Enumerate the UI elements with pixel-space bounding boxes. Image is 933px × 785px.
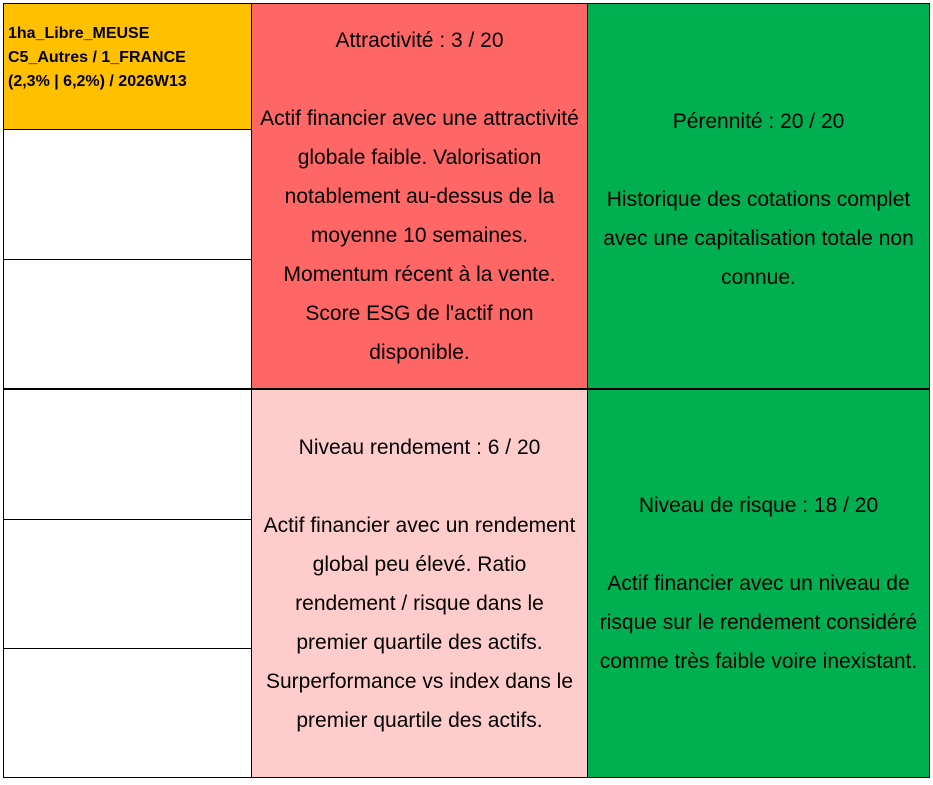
perennite-cell[interactable] — [587, 3, 930, 389]
blank-cell[interactable] — [3, 259, 252, 389]
rendement-title: Niveau rendement : 6 / 20 — [298, 435, 541, 459]
asset-header-cell[interactable] — [3, 3, 252, 130]
blank-cell[interactable] — [3, 648, 252, 778]
attractivite-description: Actif financier avec une attractivité globale faible. Valorisation notablement au-dessus de la moyenne 10 semaines. Momentum récent à la vente. Score ESG de l'actif non disponible. — [260, 106, 579, 364]
blank-cell[interactable] — [3, 129, 252, 260]
perennite-title: Pérennité : 20 / 20 — [672, 110, 845, 133]
perennite-description: Historique des cotations complet avec une capitalisation totale non connue. — [603, 188, 914, 289]
asset-name: 1ha_Libre_MEUSE — [8, 25, 150, 42]
asset-category: C5_Autres / 1_FRANCE — [8, 49, 186, 66]
risque-cell[interactable] — [587, 389, 930, 778]
blank-cell[interactable] — [3, 519, 252, 649]
rendement-cell[interactable] — [251, 389, 588, 778]
attractivite-cell[interactable] — [251, 3, 588, 389]
attractivite-title: Attractivité : 3 / 20 — [335, 28, 504, 52]
blank-cell[interactable] — [3, 389, 252, 520]
risque-description: Actif financier avec un niveau de risque sur le rendement considéré comme très faible voire inexistant. — [599, 572, 918, 673]
risque-title: Niveau de risque : 18 / 20 — [638, 494, 879, 517]
rendement-description: Actif financier avec un rendement global peu élevé. Ratio rendement / risque dans le premier quartile des actifs. Surperformance vs index dans le premier quartile des actifs. — [263, 513, 576, 732]
asset-period: (2,3% | 6,2%) / 2026W13 — [8, 73, 187, 90]
